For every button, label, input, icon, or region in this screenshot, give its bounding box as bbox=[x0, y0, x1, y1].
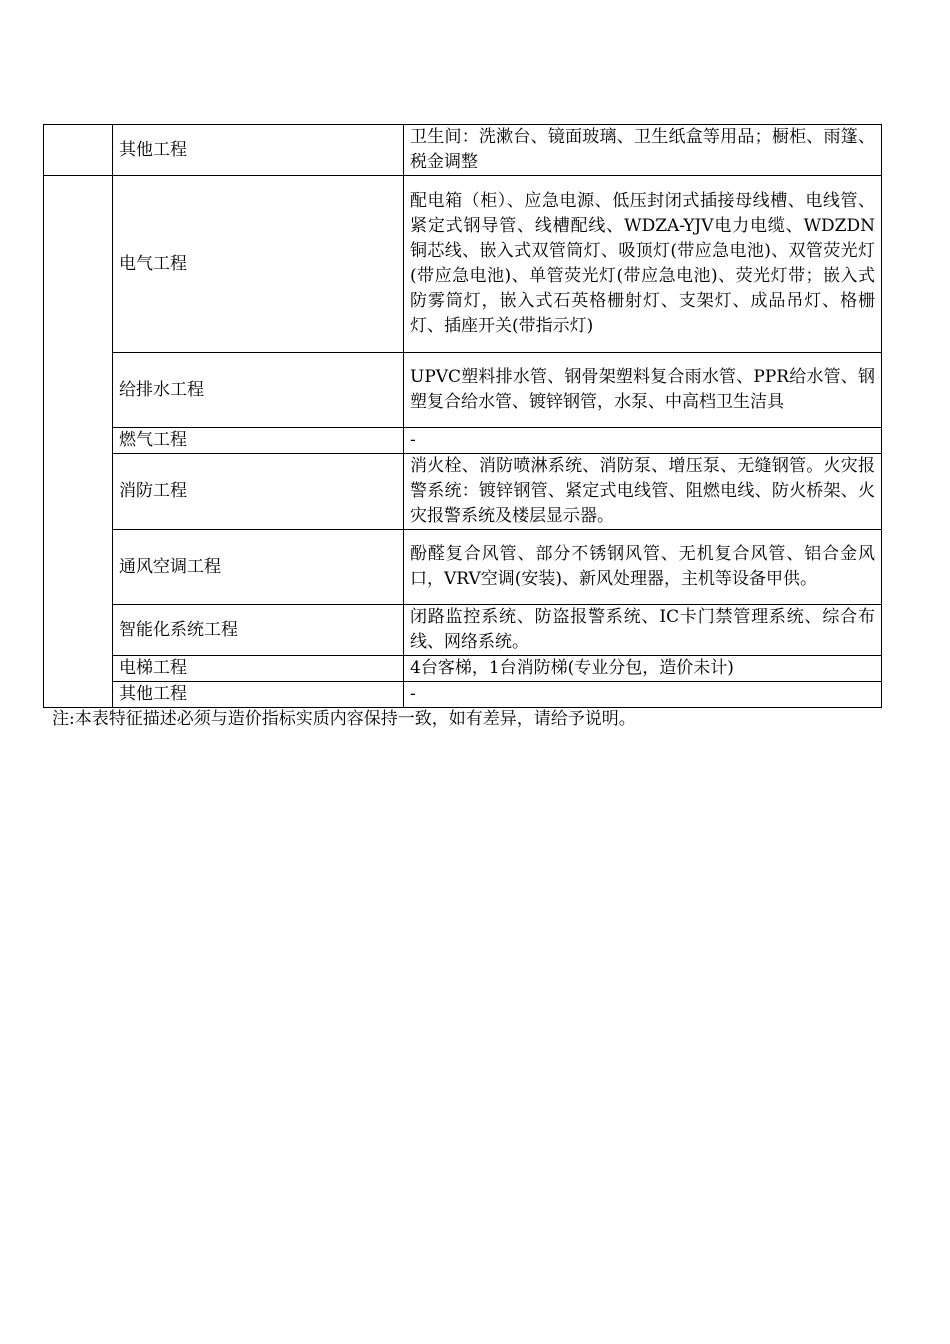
table-row bbox=[44, 353, 882, 428]
item-description-cell: - bbox=[404, 682, 882, 708]
table-row bbox=[44, 682, 882, 708]
category-cell bbox=[44, 176, 113, 708]
table-row bbox=[44, 605, 882, 656]
item-name-cell: 给排水工程 bbox=[113, 353, 404, 428]
item-description-cell: 酚醛复合风管、部分不锈钢风管、无机复合风管、铝合金风口，VRV空调(安装)、新风处理器，主机等设备甲供。 bbox=[404, 530, 882, 605]
table-row bbox=[44, 530, 882, 605]
item-description-cell: UPVC塑料排水管、钢骨架塑料复合雨水管、PPR给水管、钢塑复合给水管、镀锌钢管，水泵、中高档卫生洁具 bbox=[404, 353, 882, 428]
table-row bbox=[44, 125, 882, 176]
table-row bbox=[44, 656, 882, 682]
item-description-cell: 卫生间：洗漱台、镜面玻璃、卫生纸盒等用品；橱柜、雨篷、税金调整 bbox=[404, 125, 882, 176]
item-name-cell: 其他工程 bbox=[113, 682, 404, 708]
item-name-cell: 电气工程 bbox=[113, 176, 404, 353]
item-name-cell: 燃气工程 bbox=[113, 428, 404, 454]
feature-description-table bbox=[43, 124, 882, 708]
item-description-cell: 闭路监控系统、防盗报警系统、IC卡门禁管理系统、综合布线、网络系统。 bbox=[404, 605, 882, 656]
item-description-cell: 配电箱（柜）、应急电源、低压封闭式插接母线槽、电线管、紧定式钢导管、线槽配线、WDZA-YJV电力电缆、WDZDN铜芯线、嵌入式双管筒灯、吸顶灯(带应急电池)、双管荧光灯(带应急电池)、单管荧光灯(带应急电池)、荧光灯带；嵌入式防雾筒灯，嵌入式石英格栅射灯、支架灯、成品吊灯、格栅灯、插座开关(带指示灯) bbox=[404, 176, 882, 353]
table-footnote: 注:本表特征描述必须与造价指标实质内容保持一致，如有差异，请给予说明。 bbox=[52, 709, 636, 729]
category-cell bbox=[44, 125, 113, 176]
item-description-cell: 消火栓、消防喷淋系统、消防泵、增压泵、无缝钢管。火灾报警系统：镀锌钢管、紧定式电线管、阻燃电线、防火桥架、火灾报警系统及楼层显示器。 bbox=[404, 454, 882, 530]
table-row bbox=[44, 428, 882, 454]
item-name-cell: 其他工程 bbox=[113, 125, 404, 176]
table-row bbox=[44, 176, 882, 353]
item-name-cell: 消防工程 bbox=[113, 454, 404, 530]
item-name-cell: 电梯工程 bbox=[113, 656, 404, 682]
item-description-cell: 4台客梯，1台消防梯(专业分包，造价未计) bbox=[404, 656, 882, 682]
item-description-cell: - bbox=[404, 428, 882, 454]
item-name-cell: 通风空调工程 bbox=[113, 530, 404, 605]
item-name-cell: 智能化系统工程 bbox=[113, 605, 404, 656]
table-row bbox=[44, 454, 882, 530]
